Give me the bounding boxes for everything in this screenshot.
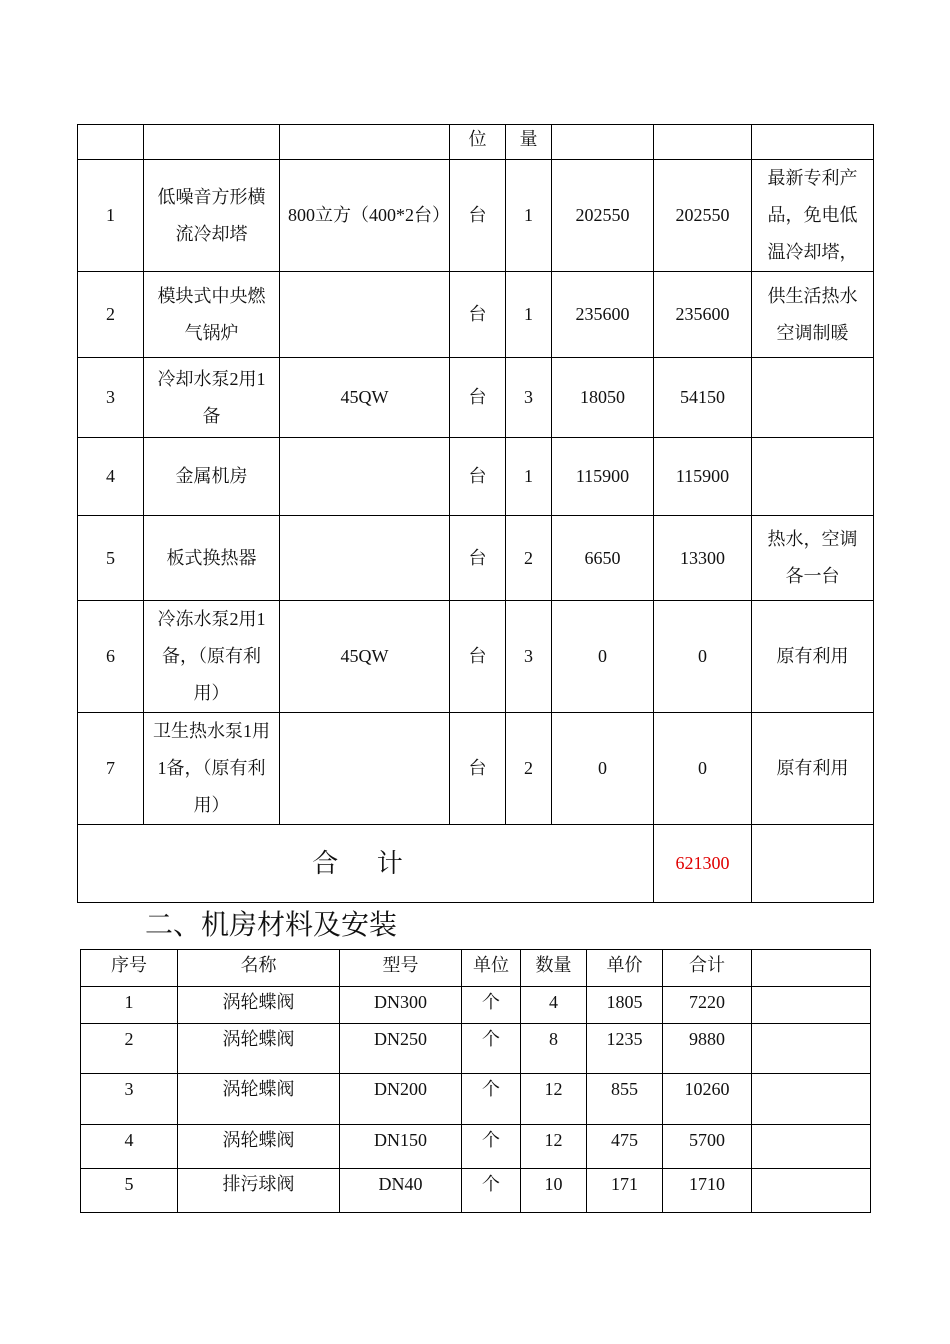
cell-no: 2 (78, 272, 144, 358)
cell-price: 18050 (552, 358, 654, 438)
cell-amount: 1710 (663, 1169, 752, 1213)
cell-amount: 115900 (654, 438, 752, 516)
cell-no: 3 (81, 1074, 178, 1125)
table-row (78, 601, 874, 713)
cell-name: 冷冻水泵2用1备，（原有利用） (144, 601, 280, 713)
cell-unit: 台 (450, 160, 506, 272)
header-unit: 单位 (462, 950, 521, 987)
cell-no: 5 (81, 1169, 178, 1213)
header-amount: 合计 (663, 950, 752, 987)
cell-qty: 2 (506, 713, 552, 825)
cell-no: 4 (78, 438, 144, 516)
cell-amount: 202550 (654, 160, 752, 272)
header-cell (280, 125, 450, 160)
cell-price: 202550 (552, 160, 654, 272)
cell-name: 涡轮蝶阀 (178, 1024, 340, 1074)
cell-qty: 12 (521, 1125, 587, 1169)
table-row (78, 160, 874, 272)
table-row (78, 516, 874, 601)
cell-model: DN150 (340, 1125, 462, 1169)
cell-qty: 8 (521, 1024, 587, 1074)
table-row (81, 1125, 871, 1169)
cell-name: 排污球阀 (178, 1169, 340, 1213)
cell-unit: 台 (450, 601, 506, 713)
cell-unit: 个 (462, 987, 521, 1024)
materials-table (80, 949, 871, 1213)
cell-qty: 4 (521, 987, 587, 1024)
cell-name: 卫生热水泵1用1备，（原有利用） (144, 713, 280, 825)
cell-amount: 9880 (663, 1024, 752, 1074)
cell-price: 115900 (552, 438, 654, 516)
cell-remark (752, 358, 874, 438)
cell-name: 低噪音方形横流冷却塔 (144, 160, 280, 272)
cell-name: 冷却水泵2用1备 (144, 358, 280, 438)
total-remark (752, 825, 874, 903)
cell-qty: 1 (506, 272, 552, 358)
cell-model: 800立方（400*2台） (280, 160, 450, 272)
header-price: 单价 (587, 950, 663, 987)
cell-model: DN200 (340, 1074, 462, 1125)
header-name: 名称 (178, 950, 340, 987)
cell-price: 0 (552, 713, 654, 825)
cell-model: 45QW (280, 601, 450, 713)
cell-model (280, 713, 450, 825)
cell-remark: 原有利用 (752, 713, 874, 825)
cell-qty: 3 (506, 601, 552, 713)
cell-name: 涡轮蝶阀 (178, 1074, 340, 1125)
header-remark (752, 950, 871, 987)
cell-unit: 台 (450, 272, 506, 358)
cell-remark (752, 438, 874, 516)
cell-remark: 热水，空调各一台 (752, 516, 874, 601)
cell-no: 5 (78, 516, 144, 601)
cell-qty: 10 (521, 1169, 587, 1213)
cell-qty: 12 (521, 1074, 587, 1125)
cell-no: 3 (78, 358, 144, 438)
cell-remark (752, 1074, 871, 1125)
cell-unit: 个 (462, 1024, 521, 1074)
header-cell (654, 125, 752, 160)
cell-amount: 235600 (654, 272, 752, 358)
cell-name: 金属机房 (144, 438, 280, 516)
cell-no: 1 (81, 987, 178, 1024)
table-row (78, 272, 874, 358)
cell-price: 1805 (587, 987, 663, 1024)
cell-price: 0 (552, 601, 654, 713)
cell-amount: 5700 (663, 1125, 752, 1169)
header-cell (752, 125, 874, 160)
cell-model: DN40 (340, 1169, 462, 1213)
total-value: 621300 (654, 825, 752, 903)
cell-no: 2 (81, 1024, 178, 1074)
cell-model (280, 272, 450, 358)
cell-unit: 个 (462, 1125, 521, 1169)
cell-price: 235600 (552, 272, 654, 358)
cell-qty: 1 (506, 160, 552, 272)
cell-qty: 2 (506, 516, 552, 601)
cell-remark (752, 1169, 871, 1213)
header-no: 序号 (81, 950, 178, 987)
cell-model: 45QW (280, 358, 450, 438)
cell-unit: 个 (462, 1074, 521, 1125)
table-row (78, 713, 874, 825)
cell-model (280, 438, 450, 516)
cell-name: 涡轮蝶阀 (178, 1125, 340, 1169)
cell-amount: 54150 (654, 358, 752, 438)
cell-no: 6 (78, 601, 144, 713)
cell-amount: 10260 (663, 1074, 752, 1125)
cell-model (280, 516, 450, 601)
header-cell (144, 125, 280, 160)
cell-unit: 台 (450, 358, 506, 438)
cell-price: 1235 (587, 1024, 663, 1074)
table-row (81, 1024, 871, 1074)
header-cell: 位 (450, 125, 506, 160)
cell-unit: 台 (450, 713, 506, 825)
cell-amount: 0 (654, 601, 752, 713)
cell-remark (752, 1024, 871, 1074)
table-row (78, 358, 874, 438)
cell-no: 1 (78, 160, 144, 272)
table-header-continuation (78, 125, 874, 160)
cell-no: 7 (78, 713, 144, 825)
header-cell (78, 125, 144, 160)
table-row (81, 987, 871, 1024)
cell-amount: 13300 (654, 516, 752, 601)
total-label: 合 计 (78, 825, 654, 903)
cell-unit: 台 (450, 438, 506, 516)
cell-remark: 原有利用 (752, 601, 874, 713)
section-title: 二、机房材料及安装 (145, 908, 398, 941)
cell-no: 4 (81, 1125, 178, 1169)
cell-name: 涡轮蝶阀 (178, 987, 340, 1024)
equipment-table (77, 124, 874, 903)
cell-model: DN250 (340, 1024, 462, 1074)
total-row (78, 825, 874, 903)
cell-unit: 个 (462, 1169, 521, 1213)
header-cell: 量 (506, 125, 552, 160)
header-model: 型号 (340, 950, 462, 987)
cell-amount: 7220 (663, 987, 752, 1024)
table-row (78, 438, 874, 516)
cell-qty: 1 (506, 438, 552, 516)
cell-remark: 供生活热水空调制暖 (752, 272, 874, 358)
table-row (81, 1074, 871, 1125)
cell-unit: 台 (450, 516, 506, 601)
header-qty: 数量 (521, 950, 587, 987)
cell-remark (752, 1125, 871, 1169)
cell-name: 模块式中央燃气锅炉 (144, 272, 280, 358)
cell-price: 855 (587, 1074, 663, 1125)
cell-qty: 3 (506, 358, 552, 438)
cell-price: 6650 (552, 516, 654, 601)
cell-remark: 最新专利产品，免电低温冷却塔， (752, 160, 874, 272)
cell-price: 475 (587, 1125, 663, 1169)
table-row (81, 1169, 871, 1213)
header-cell (552, 125, 654, 160)
table-header (81, 950, 871, 987)
cell-amount: 0 (654, 713, 752, 825)
cell-model: DN300 (340, 987, 462, 1024)
cell-price: 171 (587, 1169, 663, 1213)
cell-name: 板式换热器 (144, 516, 280, 601)
cell-remark (752, 987, 871, 1024)
